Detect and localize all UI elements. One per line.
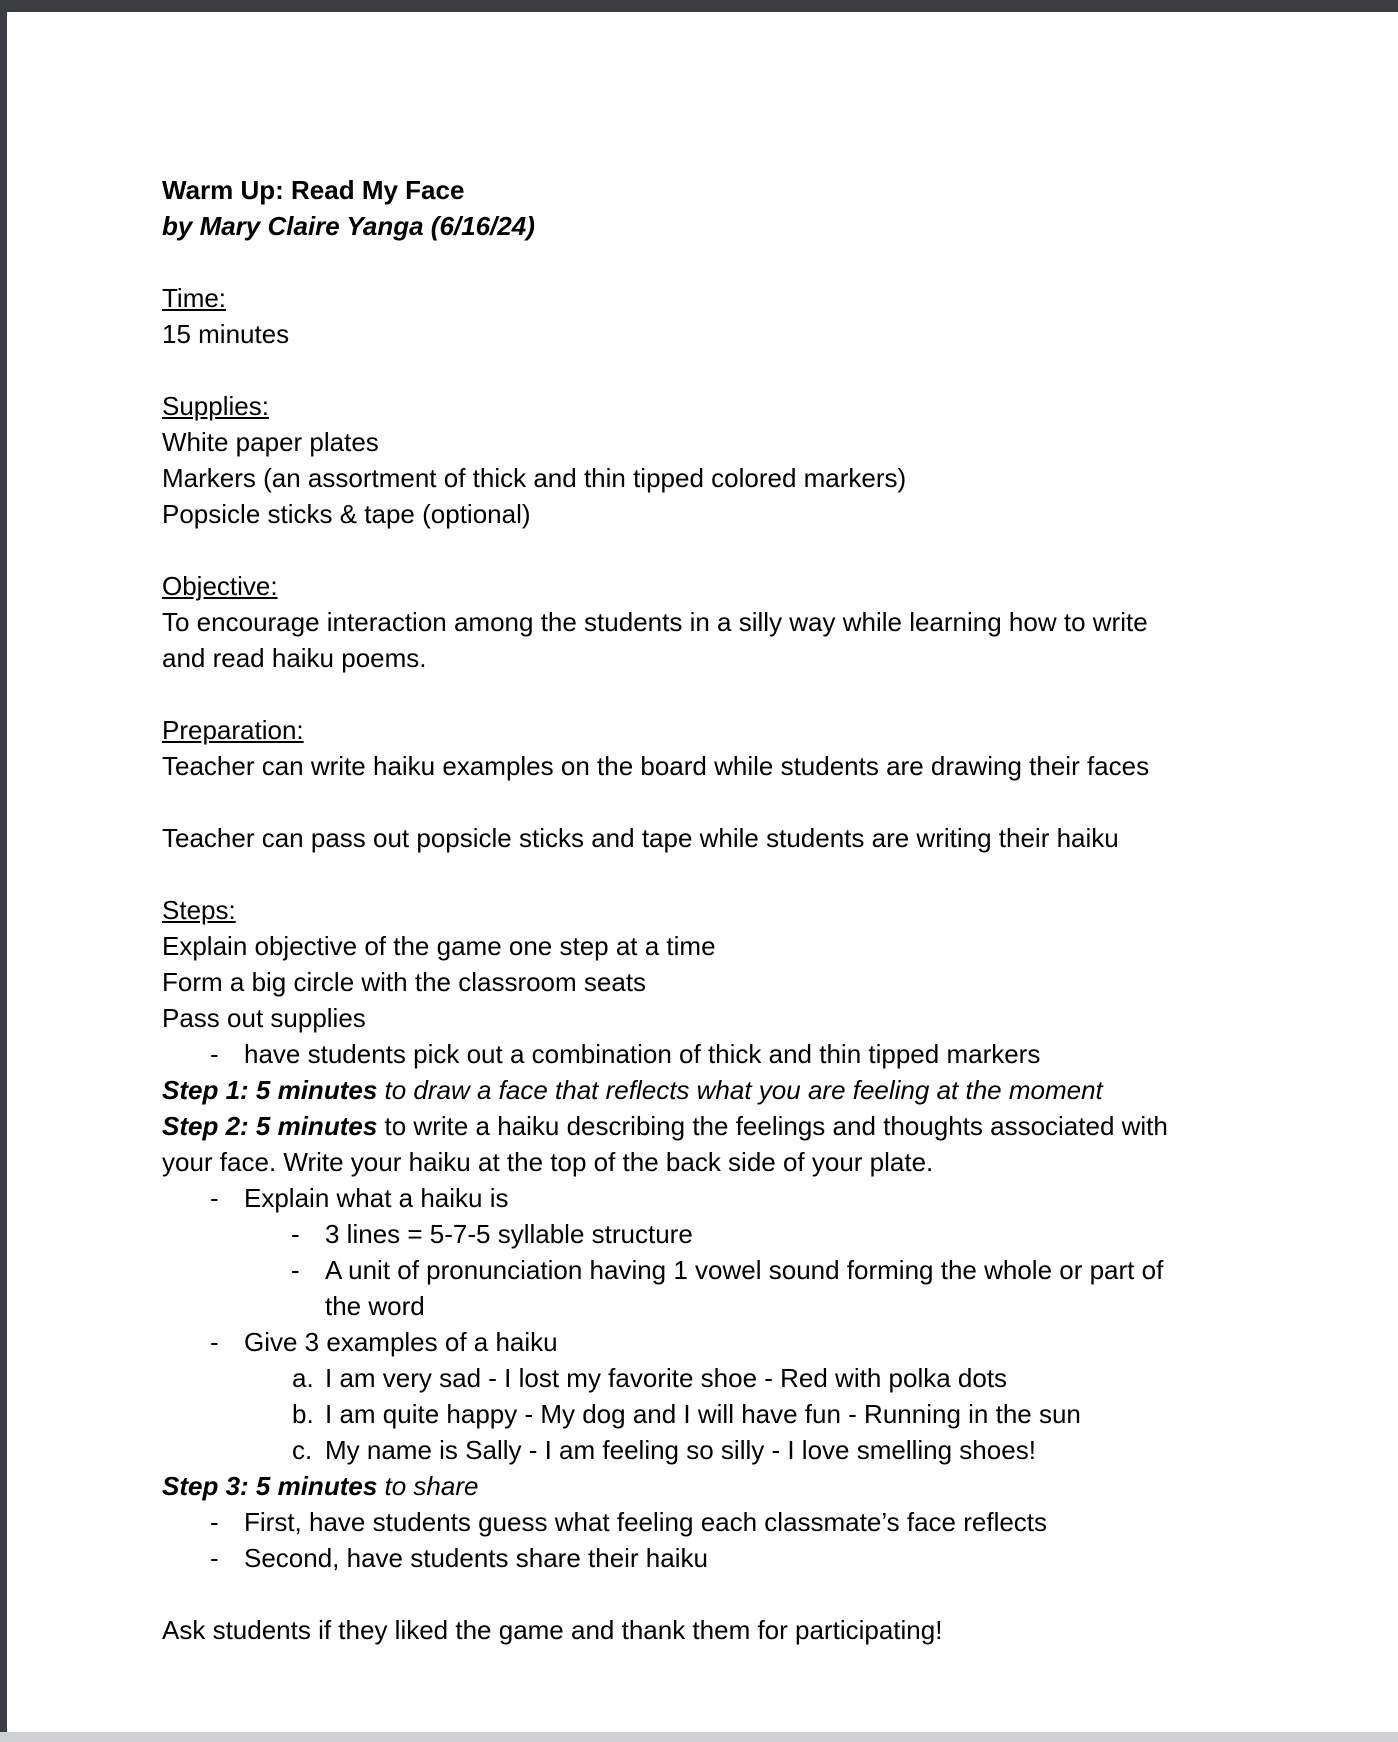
haiku-example [162,1432,1242,1468]
dash-marker: - [210,1543,219,1573]
step-intro-item: Form a big circle with the classroom seats [162,967,647,997]
step-3 [162,1468,1242,1504]
objective-text-line2: and read haiku poems. [162,643,427,673]
dash-marker: - [291,1255,300,1285]
list-item [162,1252,1242,1288]
step-intro-item: Explain objective of the game one step at a time [162,931,716,961]
objective-text-line1: To encourage interaction among the students in a silly way while learning how to write [162,607,1148,637]
step-2-label: Step 2: 5 minutes [162,1111,378,1141]
steps-heading: Steps: [162,895,236,925]
preparation-paragraph: Teacher can write haiku examples on the board while students are drawing their faces [162,751,1150,781]
list-item [162,1216,1242,1252]
list-item-text: Give 3 examples of a haiku [244,1327,558,1357]
list-item-text: First, have students guess what feeling each classmate’s face reflects [244,1507,1048,1537]
dash-marker: - [210,1507,219,1537]
list-item-text: A unit of pronunciation having 1 vowel sound forming the whole or part of [325,1255,1164,1285]
list-item-text: Explain what a haiku is [244,1183,509,1213]
step-3-text: to share [377,1471,479,1501]
haiku-example-text: I am quite happy - My dog and I will have fun - Running in the sun [325,1399,1081,1429]
supply-item: Markers (an assortment of thick and thin tipped colored markers) [162,463,907,493]
haiku-example [162,1360,1242,1396]
list-item [162,1036,1242,1072]
supplies-heading: Supplies: [162,391,269,421]
supply-item: Popsicle sticks & tape (optional) [162,499,531,529]
doc-byline: by Mary Claire Yanga (6/16/24) [162,211,535,241]
scroll-edge [0,1732,1398,1742]
doc-title: Warm Up: Read My Face [162,175,465,205]
letter-marker: a. [292,1363,314,1393]
time-heading: Time: [162,283,227,313]
step-1-label: Step 1: 5 minutes [162,1075,378,1105]
dash-marker: - [291,1219,300,1249]
preparation-paragraph: Teacher can pass out popsicle sticks and tape while students are writing their haiku [162,823,1119,853]
supply-item: White paper plates [162,427,379,457]
step-2-continued: your face. Write your haiku at the top of the back side of your plate. [162,1147,934,1177]
letter-marker: b. [292,1399,314,1429]
step-intro-item: Pass out supplies [162,1003,366,1033]
list-item-text: have students pick out a combination of thick and thin tipped markers [244,1039,1041,1069]
list-item [162,1180,1242,1216]
list-item-text: Second, have students share their haiku [244,1543,708,1573]
list-item [162,1504,1242,1540]
haiku-example [162,1396,1242,1432]
dash-marker: - [210,1327,219,1357]
list-item-text: the word [325,1291,425,1321]
list-item-text: 3 lines = 5-7-5 syllable structure [325,1219,693,1249]
dash-marker: - [210,1183,219,1213]
list-item-continued [162,1288,1242,1324]
letter-marker: c. [292,1435,313,1465]
step-2 [162,1108,1242,1144]
haiku-example-text: I am very sad - I lost my favorite shoe - Red with polka dots [325,1363,1008,1393]
dash-marker: - [210,1039,219,1069]
step-2-text: to write a haiku describing the feelings and thoughts associated with [377,1111,1168,1141]
preparation-heading: Preparation: [162,715,304,745]
haiku-example-text: My name is Sally - I am feeling so silly - I love smelling shoes! [325,1435,1036,1465]
list-item [162,1324,1242,1360]
objective-heading: Objective: [162,571,278,601]
document-body [162,172,1242,1648]
step-1 [162,1072,1242,1108]
closing-text: Ask students if they liked the game and thank them for participating! [162,1615,943,1645]
list-item [162,1540,1242,1576]
step-1-text: to draw a face that reflects what you are feeling at the moment [377,1075,1103,1105]
step-3-label: Step 3: 5 minutes [162,1471,378,1501]
time-value: 15 minutes [162,319,290,349]
